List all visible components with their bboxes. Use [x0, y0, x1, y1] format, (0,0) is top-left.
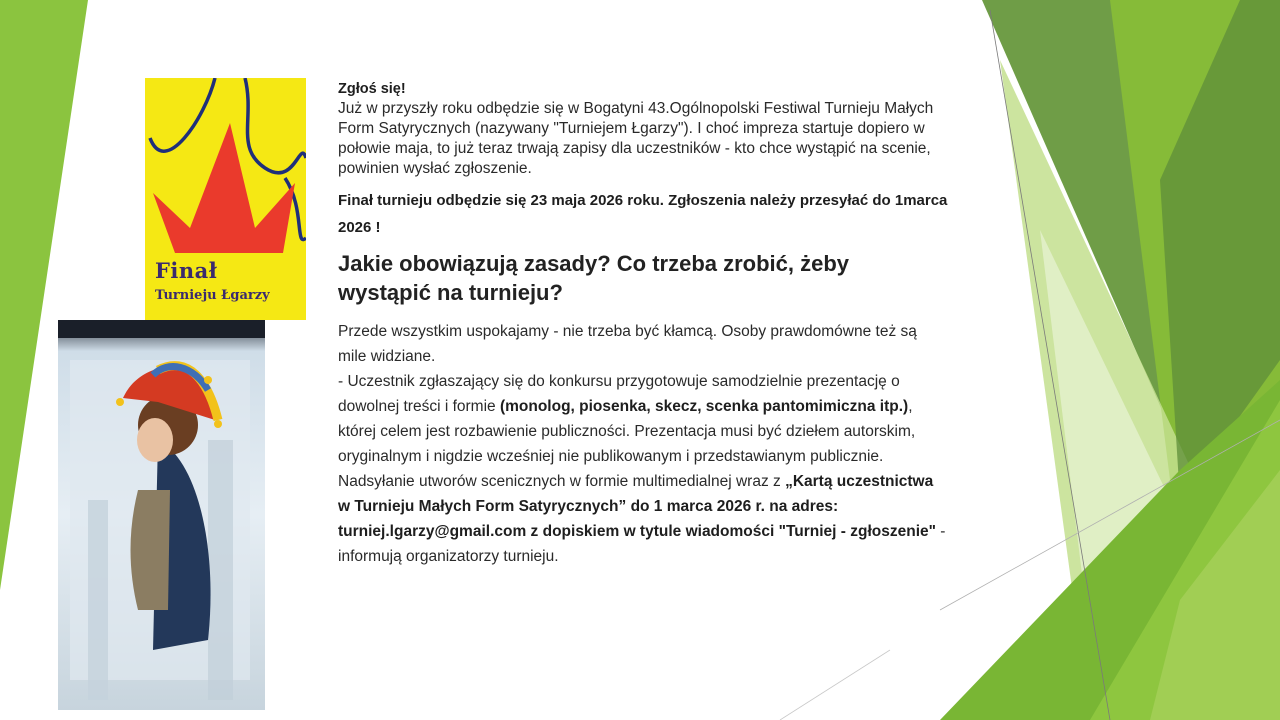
rules-p1: Przede wszystkim uspokajamy - nie trzeba być kłamcą. Osoby prawdomówne też są mile widziane.	[338, 323, 917, 365]
rules-forms: (monolog, piosenka, skecz, scenka pantomimiczna itp.)	[499, 398, 909, 415]
poster-subtitle: Turnieju Łgarzy	[155, 288, 270, 303]
rules-p2-start: - Uczestnik zgłaszający się do konkursu przygotowuje samodzielnie prezentację o dowolnej treści i formie	[338, 373, 900, 415]
final-date-note: Finał turnieju odbędzie się 23 maja 2026 roku. Zgłoszenia należy przesyłać do 1marca 2026 !	[338, 192, 948, 236]
rules-submission: „Kartą uczestnictwa w Turnieju Małych Form Satyrycznych” do 1 marca 2026 r. na adres: turniej.lgarzy@gmail.com z dopiskiem w tytule wiadomości "Turniej - zgłoszenie"	[338, 473, 936, 540]
rules-heading: Jakie obowiązują zasady? Co trzeba zrobić, żeby wystąpić na turnieju?	[338, 251, 850, 305]
thin-line-3	[780, 650, 890, 720]
poster-title: Finał	[155, 258, 218, 283]
rules-p2-mid: , której celem jest rozbawienie publiczności. Prezentacja musi być dziełem autorskim, oryginalnym i nigdzie wcześniej nie publikowanym i przedstawianym publicznie. Nadsyłanie utworów scenicznych w formie multimedialnej wraz z	[338, 398, 916, 490]
poster-art	[145, 78, 306, 320]
festival-poster	[145, 78, 306, 320]
article-content	[338, 80, 948, 569]
intro-heading: Zgłoś się!	[338, 81, 406, 97]
rules-p2-end: - informują organizatorzy turnieju.	[338, 523, 946, 565]
jester-boy-photo	[58, 320, 265, 710]
rules-paragraph	[338, 319, 948, 569]
photo-art	[58, 320, 265, 710]
intro-paragraph: Już w przyszły roku odbędzie się w Bogatyni 43.Ogólnopolski Festiwal Turnieju Małych Form Satyrycznych (nazywany "Turniejem Łgarzy"). I choć impreza startuje dopiero w połowie maja, to już teraz trwają zapisy dla uczestników - kto chce wystąpić na scenie, powinien wysłać zgłoszenie.	[338, 100, 934, 177]
